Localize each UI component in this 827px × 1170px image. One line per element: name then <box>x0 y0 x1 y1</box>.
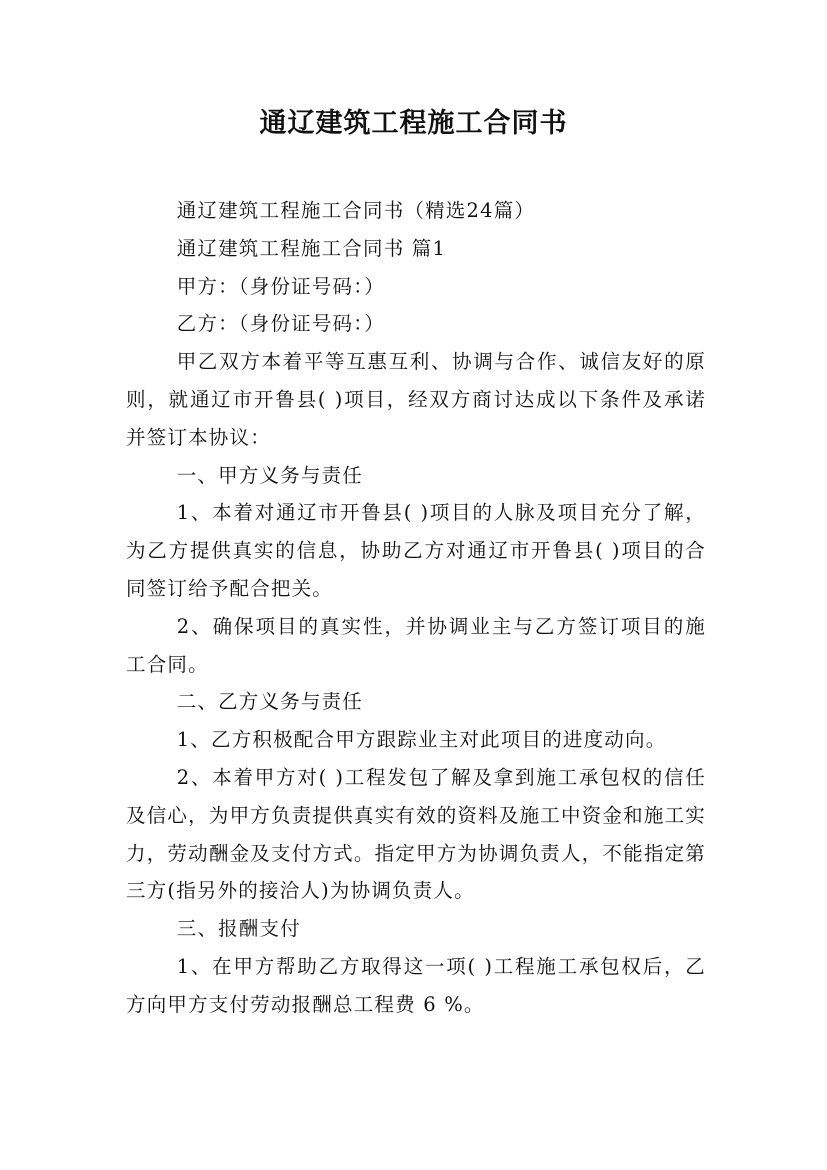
party-a-line: 甲方：（身份证号码：） <box>176 274 385 298</box>
clause-2-2: 2、本着甲方对( )工程发包了解及拿到施工承包权的信任及信心，为甲方负责提供真实有效的资料及施工中资金和施工实力，劳动酬金及支付方式。指定甲方为协调负责人，不能指定第三方(指另外的接洽人)为协调负责人。 <box>126 765 706 903</box>
clause-1-2: 2、确保项目的真实性，并协调业主与乙方签订项目的施工合同。 <box>126 614 706 676</box>
clause-heading-2: 二、乙方义务与责任 <box>176 690 363 714</box>
clause-2-1: 1、乙方积极配合甲方跟踪业主对此项目的进度动向。 <box>176 728 667 752</box>
subtitle-paragraph: 通辽建筑工程施工合同书（精选24篇） <box>176 199 536 222</box>
document-body <box>126 192 706 1024</box>
document-title: 通辽建筑工程施工合同书 <box>259 108 568 139</box>
clause-heading-1: 一、甲方义务与责任 <box>176 463 363 487</box>
clause-heading-3: 三、报酬支付 <box>176 917 301 941</box>
section-heading: 通辽建筑工程施工合同书 篇1 <box>176 236 447 260</box>
preamble-paragraph: 甲乙双方本着平等互惠互利、协调与合作、诚信友好的原则，就通辽市开鲁县( )项目，经双方商讨达成以下条件及承诺并签订本协议： <box>126 350 706 449</box>
clause-1-1: 1、本着对通辽市开鲁县( )项目的人脉及项目充分了解，为乙方提供真实的信息，协助乙方对通辽市开鲁县( )项目的合同签订给予配合把关。 <box>126 501 706 600</box>
party-b-line: 乙方：（身份证号码：） <box>176 312 385 336</box>
clause-3-1: 1、在甲方帮助乙方取得这一项( )工程施工承包权后，乙方向甲方支付劳动报酬总工程费 6 %。 <box>126 954 706 1016</box>
